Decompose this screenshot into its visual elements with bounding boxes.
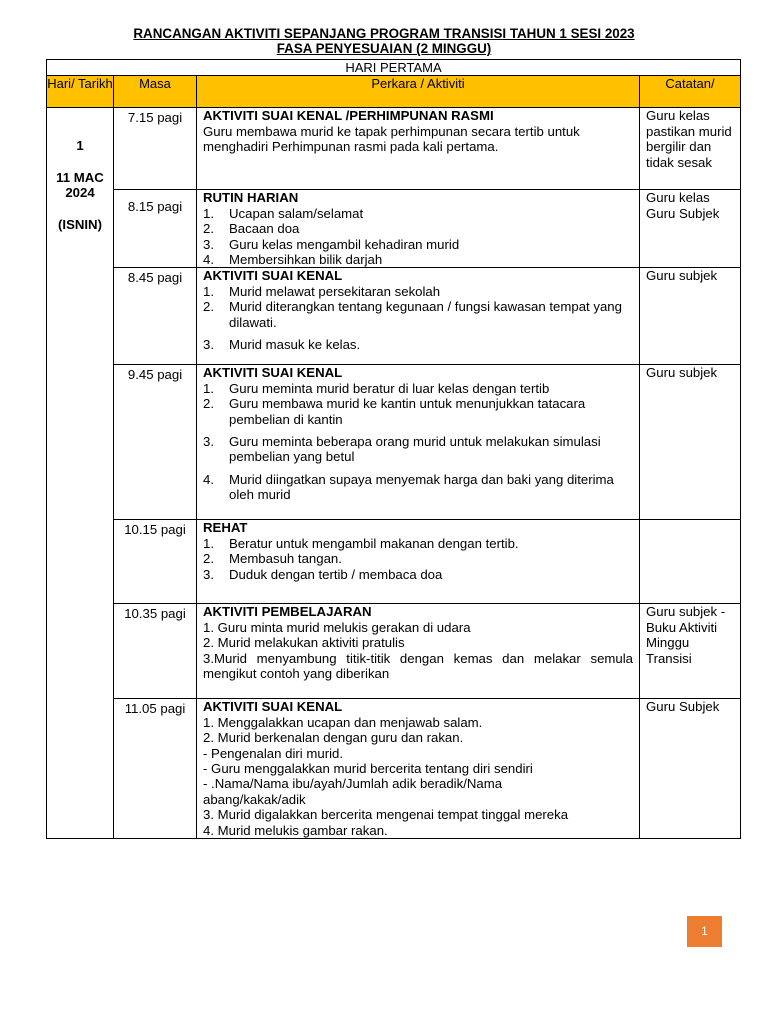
title-line-1: RANCANGAN AKTIVITI SEPANJANG PROGRAM TRANSISI TAHUN 1 SESI 2023 (133, 26, 635, 41)
activity-line: - Pengenalan diri murid. (203, 745, 344, 761)
note-line: Guru kelas (646, 190, 710, 206)
day-header: HARI PERTAMA (47, 60, 741, 76)
activity-title: RUTIN HARIAN (203, 190, 299, 206)
activity-line: 4. Murid melukis gambar rakan. (203, 822, 388, 838)
time-cell: 8.45 pagi (114, 268, 197, 365)
note-cell: Guru Subjek (640, 699, 741, 839)
activity-cell (197, 268, 640, 365)
activity-text: Guru membawa murid ke tapak perhimpunan secara tertib untuk menghadiri Perhimpunan rasmi pada kali pertama. (203, 123, 580, 155)
activity-title: AKTIVITI SUAI KENAL /PERHIMPUNAN RASMI (203, 108, 494, 124)
time-cell: 9.45 pagi (114, 365, 197, 520)
schedule-table (46, 59, 741, 839)
time-cell: 10.35 pagi (114, 604, 197, 699)
list-item: 4. Murid diingatkan supaya menyemak harga dan baki yang diterima oleh murid (203, 471, 614, 503)
activity-line: 3.Murid menyambung titik-titik dengan kemas dan melakar semula mengikut contoh yang diberikan (203, 650, 633, 682)
activity-title: AKTIVITI SUAI KENAL (203, 268, 343, 284)
list-item: 3. Guru meminta beberapa orang murid untuk melakukan simulasi pembelian yang betul (203, 434, 601, 465)
activity-cell (197, 190, 640, 268)
activity-cell (197, 108, 640, 190)
time-cell (114, 190, 197, 268)
list-item: 4. Membersihkan bilik darjah (203, 252, 383, 268)
day-cell (47, 108, 114, 839)
col-header-masa: Masa (114, 76, 197, 108)
activity-line: 2. Murid melakukan aktiviti pratulis (203, 635, 405, 651)
list-item: 1. Beratur untuk mengambil makanan dengan tertib. (203, 535, 519, 551)
note-cell: Guru kelas pastikan murid bergilir dan tidak sesak (640, 108, 741, 190)
activity-cell (197, 365, 640, 520)
activity-title: REHAT (203, 520, 248, 536)
activity-title: AKTIVITI SUAI KENAL (203, 699, 343, 715)
table-row (47, 108, 741, 190)
activity-line: - .Nama/Nama ibu/ayah/Jumlah adik beradik/Nama abang/kakak/adik (203, 776, 503, 807)
list-item: 2. Membasuh tangan. (203, 551, 342, 567)
note-cell (640, 520, 741, 604)
col-header-perkara: Perkara / Aktiviti (197, 76, 640, 108)
time-cell: 10.15 pagi (114, 520, 197, 604)
list-item: 3. Murid masuk ke kelas. (203, 337, 361, 353)
time-cell: 7.15 pagi (114, 108, 197, 190)
note-line: Guru Subjek (646, 205, 720, 221)
list-item: 3. Duduk dengan tertib / membaca doa (203, 566, 443, 582)
note-cell: Guru subjek (640, 365, 741, 520)
activity-cell (197, 520, 640, 604)
col-header-catatan: Catatan/ (640, 76, 741, 108)
note-cell: Guru subjek (640, 268, 741, 365)
activity-cell (197, 604, 640, 699)
activity-line: - Guru menggalakkan murid bercerita tentang diri sendiri (203, 761, 533, 777)
list-item: 2. Guru membawa murid ke kantin untuk menunjukkan tatacara pembelian di kantin (203, 396, 586, 427)
time-cell: 11.05 pagi (114, 699, 197, 839)
day-number: 1 (76, 138, 84, 154)
list-item: 2. Bacaan doa (203, 221, 300, 237)
activity-line: 2. Murid berkenalan dengan guru dan rakan. (203, 730, 464, 746)
activity-cell (197, 699, 640, 839)
table-row (47, 365, 741, 520)
list-item: 1. Guru meminta murid beratur di luar kelas dengan tertib (203, 380, 550, 396)
list-item: 3. Guru kelas mengambil kehadiran murid (203, 236, 460, 252)
note-cell (640, 190, 741, 268)
table-row (47, 520, 741, 604)
activity-title: AKTIVITI PEMBELAJARAN (203, 604, 372, 620)
document-title (0, 26, 768, 57)
activity-line: 1. Menggalakkan ucapan dan menjawab salam. (203, 714, 483, 730)
activity-title: AKTIVITI SUAI KENAL (203, 365, 343, 381)
day-weekday: (ISNIN) (58, 216, 102, 232)
day-date: 11 MAC 2024 (56, 169, 104, 201)
activity-line: 3. Murid digalakkan bercerita mengenai tempat tinggal mereka (203, 807, 569, 823)
page-number: 1 (687, 916, 722, 947)
list-item: 1. Ucapan salam/selamat (203, 205, 364, 221)
list-item: 1. Murid melawat persekitaran sekolah (203, 283, 441, 299)
activity-line: 1. Guru minta murid melukis gerakan di udara (203, 619, 471, 635)
table-row (47, 190, 741, 268)
note-cell: Guru subjek -Buku Aktiviti Minggu Transisi (640, 604, 741, 699)
time-label: 8.15 pagi (127, 199, 183, 215)
list-item: 2. Murid diterangkan tentang kegunaan / fungsi kawasan tempat yang dilawati. (203, 299, 622, 330)
title-line-2: FASA PENYESUAIAN (2 MINGGU) (276, 41, 492, 57)
table-row (47, 604, 741, 699)
day-header-row (47, 60, 741, 76)
table-row (47, 699, 741, 839)
table-row (47, 268, 741, 365)
column-header-row (47, 76, 741, 108)
col-header-hari: Hari/ Tarikh (47, 76, 114, 108)
